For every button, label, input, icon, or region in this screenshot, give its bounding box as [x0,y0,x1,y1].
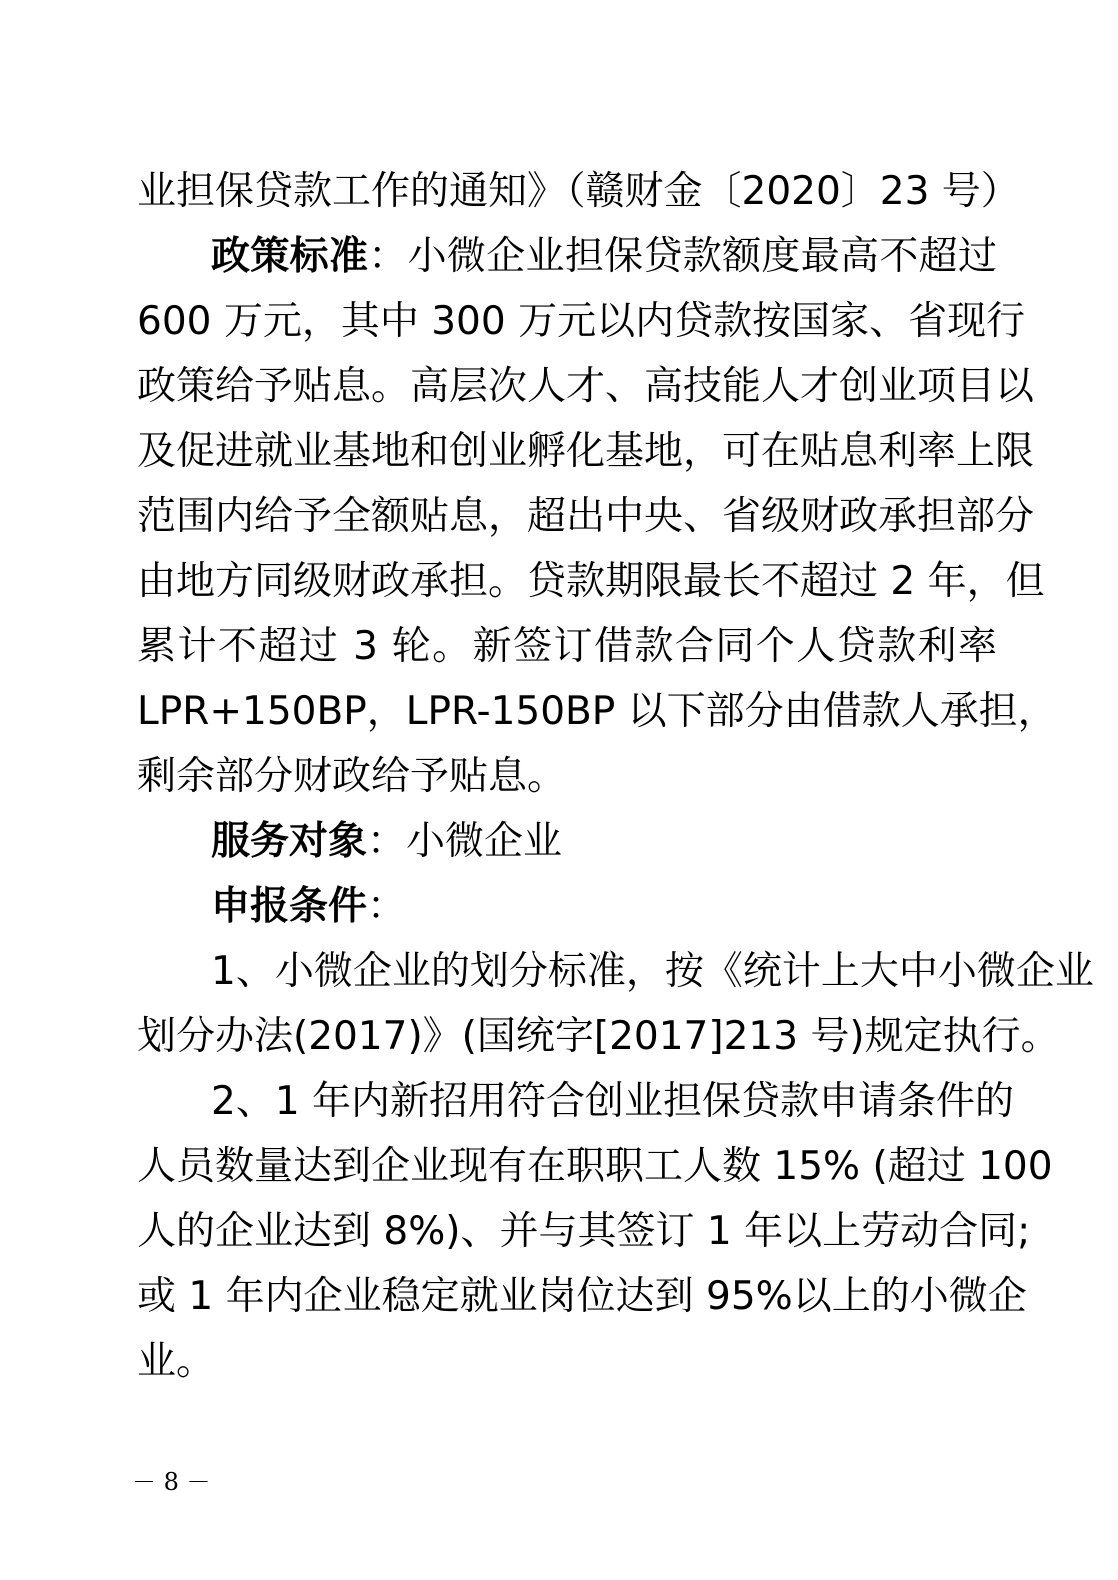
condition-2-line: 2、1 年内新招用符合创业担保贷款申请条件的 [211,1079,1015,1124]
condition-1-line: 1、小微企业的划分标准，按《统计上大中小微企业 [211,949,1094,994]
text-line: 人的企业达到 8%)、并与其签订 1 年以上劳动合同; [137,1209,1031,1254]
text-line: 范围内给予全额贴息，超出中央、省级财政承担部分 [137,494,1035,539]
text-line: 人员数量达到企业现有在职职工人数 15% (超过 100 [137,1144,1053,1189]
text-line: LPR+150BP，LPR-150BP 以下部分由借款人承担， [137,689,1057,734]
text-line: 及促进就业基地和创业孵化基地，可在贴息利率上限 [137,429,1035,474]
text-line: 剩余部分财政给予贴息。 [137,754,567,799]
service-target-line [211,812,997,872]
text-line: 政策给予贴息。高层次人才、高技能人才创业项目以 [137,364,1035,409]
policy-standard-line [211,227,997,287]
application-conditions-label: 申报条件 [211,884,368,929]
text-line: 累计不超过 3 轮。新签订借款合同个人贷款利率 [137,624,997,669]
page-number: － 8 － [132,1468,211,1496]
text-line: 由地方同级财政承担。贷款期限最长不超过 2 年，但 [137,559,1045,604]
text-line: 业担保贷款工作的通知》（赣财金〔2020〕23 号） [137,169,1020,214]
text-line: 划分办法(2017)》(国统字[2017]213 号)规定执行。 [137,1014,1060,1059]
policy-standard-text: ：小微企业担保贷款额度最高不超过 [368,234,997,279]
text-line: 600 万元，其中 300 万元以内贷款按国家、省现行 [137,299,1026,344]
application-conditions-colon: ： [367,884,407,929]
service-target-label: 服务对象 [211,819,368,864]
policy-standard-label: 政策标准 [211,234,369,279]
text-line: 或 1 年内企业稳定就业岗位达到 95%以上的小微企 [137,1274,1027,1319]
application-conditions-line [211,877,997,937]
service-target-text: ：小微企业 [367,819,563,864]
text-line: 业。 [137,1339,216,1384]
